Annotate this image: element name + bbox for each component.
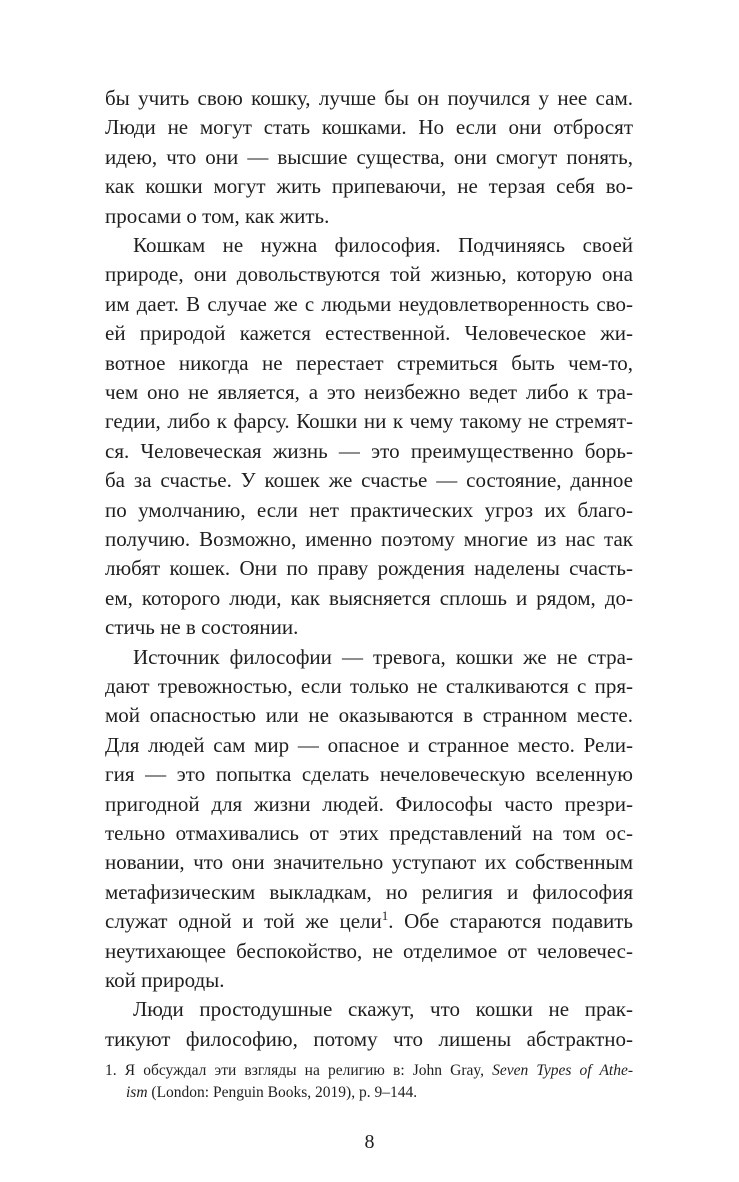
text-line: ем, которого люди, как выясняется сплошь и рядом, до- [105, 585, 633, 610]
text-line: по умолчанию, если нет практических угроз их благо- [105, 497, 633, 522]
text-fragment: . Обе стараются подавить [388, 909, 633, 934]
text-line: неутихающее беспокойство, не отделимое от человечес- [105, 938, 633, 963]
text-line: пригодной для жизни людей. Философы часто презри- [105, 791, 633, 816]
footnote-number: 1. [105, 1062, 117, 1079]
text-line: ба за счастье. У кошек же счастье — состояние, данное [105, 468, 633, 493]
footnote-book-title: Seven Types of Athe- [492, 1062, 634, 1079]
text-line: метафизическим выкладкам, но религия и философия [105, 879, 633, 904]
text-line: Люди простодушные скажут, что кошки не прак- [133, 997, 633, 1022]
text-line: стичь не в состоянии. [105, 615, 299, 640]
text-line: тикуют философию, потому что лишены абстрактно- [105, 1026, 633, 1051]
text-line: чем оно не является, а это неизбежно ведет либо к тра- [105, 380, 633, 404]
text-line: новании, что они значительно уступают их собственным [105, 850, 633, 875]
footnote-book-title: ism [126, 1084, 148, 1101]
text-line: просами о том, как жить. [105, 203, 330, 228]
text-fragment: служат одной и той же цели [105, 909, 382, 934]
footnote-text: (London: Penguin Books, 2019), p. 9–144. [151, 1084, 418, 1101]
footnote-text: Я обсуждал эти взгляды на религию в: John Gray, [124, 1062, 485, 1079]
text-line: Кошкам не нужна философия. Подчиняясь своей [133, 233, 633, 257]
text-line: ся. Человеческая жизнь — это преимущественно борь- [105, 438, 633, 463]
text-line: гедии, либо к фарсу. Кошки ни к чему такому не стремят- [105, 409, 633, 434]
text-line: любят кошек. Они по праву рождения наделены счасть- [105, 556, 633, 581]
text-line: получию. Возможно, именно поэтому многие из нас так [105, 527, 633, 551]
text-line: Люди не могут стать кошками. Но если они отбросят [105, 115, 633, 140]
footnote-line [105, 1060, 633, 1082]
text-line: мой опасностью или не оказываются в странном месте. [105, 703, 633, 728]
text-line: Источник философии — тревога, кошки же не стра- [133, 644, 633, 669]
text-line: ей природой кажется естественной. Человеческое жи- [105, 321, 633, 346]
text-line: кой природы. [105, 968, 225, 992]
text-line-with-footnote [105, 906, 633, 936]
footnote-line [126, 1082, 633, 1104]
text-line: гия — это попытка сделать нечеловеческую вселенную [105, 762, 633, 787]
text-line: бы учить свою кошку, лучше бы он поучился у нее сам. [105, 86, 633, 110]
footnote-reference[interactable]: 1 [381, 908, 389, 924]
text-line: тельно отмахивались от этих представлений на том ос- [105, 821, 633, 845]
text-line: Для людей сам мир — опасное и странное место. Рели- [105, 732, 633, 757]
text-line: вотное никогда не перестает стремиться быть чем-то, [105, 350, 633, 375]
text-line: им дает. В случае же с людьми неудовлетворенность сво- [105, 291, 633, 316]
text-line: дают тревожностью, если только не сталкиваются с пря- [105, 674, 633, 698]
text-line: как кошки могут жить припеваючи, не терзая себя во- [105, 174, 633, 199]
text-line: природе, они довольствуются той жизнью, которую она [105, 262, 633, 287]
page-number: 8 [364, 1131, 375, 1153]
text-line: идею, что они — высшие существа, они смогут понять, [105, 144, 633, 169]
